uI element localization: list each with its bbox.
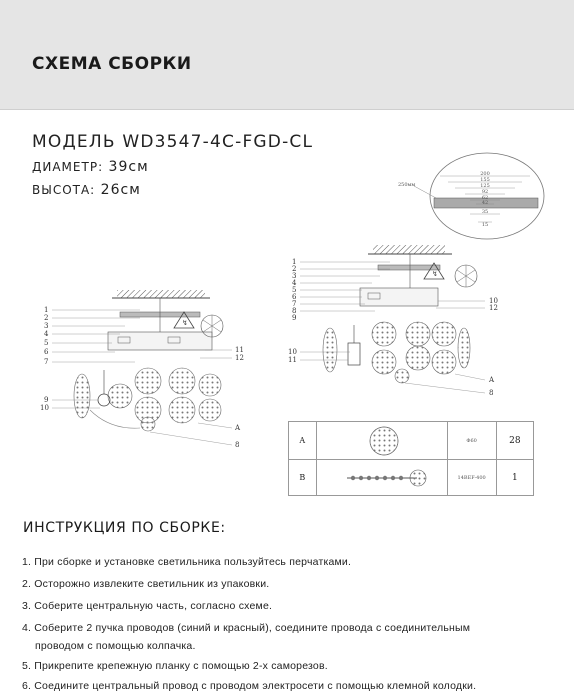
part-qty: 1 bbox=[496, 460, 533, 496]
instruction-item: 4. Соберите 2 пучка проводов (синий и красный), соедините провода с соединительным bbox=[22, 622, 471, 634]
instruction-item: 5. Прикрепите крепежную планку с помощью 2-х саморезов. bbox=[22, 660, 328, 672]
part-qty: 28 bbox=[496, 422, 533, 460]
part-b-image bbox=[316, 460, 447, 496]
part-label: B bbox=[289, 460, 317, 496]
left-callout-10: 10 bbox=[40, 404, 49, 412]
table-row bbox=[289, 460, 534, 496]
left-assembly-drawing bbox=[40, 290, 244, 449]
dim-155: 155 bbox=[480, 177, 490, 183]
left-callout-11: 11 bbox=[235, 346, 244, 354]
left-callout-4: 4 bbox=[44, 330, 49, 338]
part-label: A bbox=[289, 422, 317, 460]
diameter-value: 39см bbox=[103, 159, 149, 175]
dim-125: 125 bbox=[480, 183, 490, 189]
right-callout-r10: 10 bbox=[489, 297, 498, 305]
svg-text:↯: ↯ bbox=[432, 271, 438, 278]
dim-35: 35 bbox=[481, 209, 489, 215]
part-desc: 14BEF-400 bbox=[447, 460, 496, 496]
dim-15: 15 bbox=[481, 222, 489, 228]
instruction-item: 2. Осторожно извлеките светильник из упаковки. bbox=[22, 578, 270, 590]
left-callout-7: 7 bbox=[44, 358, 49, 366]
detail-side-label: 250мм bbox=[398, 182, 416, 188]
dim-62: 62 bbox=[481, 195, 489, 201]
left-callout-3: 3 bbox=[44, 322, 49, 330]
page-title: СХЕМА СБОРКИ bbox=[32, 54, 192, 74]
dim-42: 42 bbox=[481, 200, 489, 206]
diameter-key: ДИАМЕТР: bbox=[32, 160, 104, 174]
svg-text:↯: ↯ bbox=[182, 320, 188, 327]
height-key: ВЫСОТА: bbox=[32, 183, 96, 197]
right-callout-10: 10 bbox=[288, 348, 297, 356]
parts-table bbox=[288, 421, 534, 496]
right-callout-11: 11 bbox=[288, 356, 297, 364]
right-callout-9: 9 bbox=[292, 314, 297, 322]
instruction-item: 1. При сборке и установке светильника пользуйтесь перчатками. bbox=[22, 556, 352, 568]
right-callout-5: 5 bbox=[292, 286, 297, 294]
table-row bbox=[289, 422, 534, 460]
part-a-image bbox=[316, 422, 447, 460]
left-callout-5: 5 bbox=[44, 339, 49, 347]
right-callout-7: 7 bbox=[292, 300, 297, 308]
part-desc: Φ60 bbox=[447, 422, 496, 460]
left-callout-9: 9 bbox=[44, 396, 49, 404]
dim-92: 92 bbox=[481, 189, 489, 195]
left-callout-A: A bbox=[235, 424, 241, 432]
right-callout-6: 6 bbox=[292, 293, 297, 301]
right-callout-3: 3 bbox=[292, 272, 297, 280]
mounting-plate-detail bbox=[398, 153, 544, 239]
right-callout-r12: 12 bbox=[489, 304, 498, 312]
height-value: 26см bbox=[95, 182, 141, 198]
right-callout-2: 2 bbox=[292, 265, 297, 273]
right-callout-1: 1 bbox=[292, 258, 297, 266]
model-name: МОДЕЛЬ WD3547-4C-FGD-CL bbox=[32, 132, 314, 152]
instructions-title: ИНСТРУКЦИЯ ПО СБОРКЕ: bbox=[23, 520, 226, 536]
right-assembly-drawing bbox=[288, 245, 498, 397]
left-callout-8: 8 bbox=[235, 441, 240, 449]
right-callout-8: 8 bbox=[292, 307, 297, 315]
right-callout-4: 4 bbox=[292, 279, 297, 287]
instruction-item-continued: проводом с помощью колпачка. bbox=[35, 640, 196, 652]
right-callout-A: A bbox=[489, 376, 495, 384]
instruction-item: 3. Соберите центральную часть, согласно схеме. bbox=[22, 600, 273, 612]
dim-200: 200 bbox=[480, 171, 490, 177]
left-callout-12: 12 bbox=[235, 354, 244, 362]
left-callout-1: 1 bbox=[44, 306, 49, 314]
left-callout-2: 2 bbox=[44, 314, 49, 322]
right-callout-r8: 8 bbox=[489, 389, 494, 397]
instruction-item: 6. Соедините центральный провод с проводом электросети с помощью клемной колодки. bbox=[22, 680, 477, 692]
left-callout-6: 6 bbox=[44, 348, 49, 356]
